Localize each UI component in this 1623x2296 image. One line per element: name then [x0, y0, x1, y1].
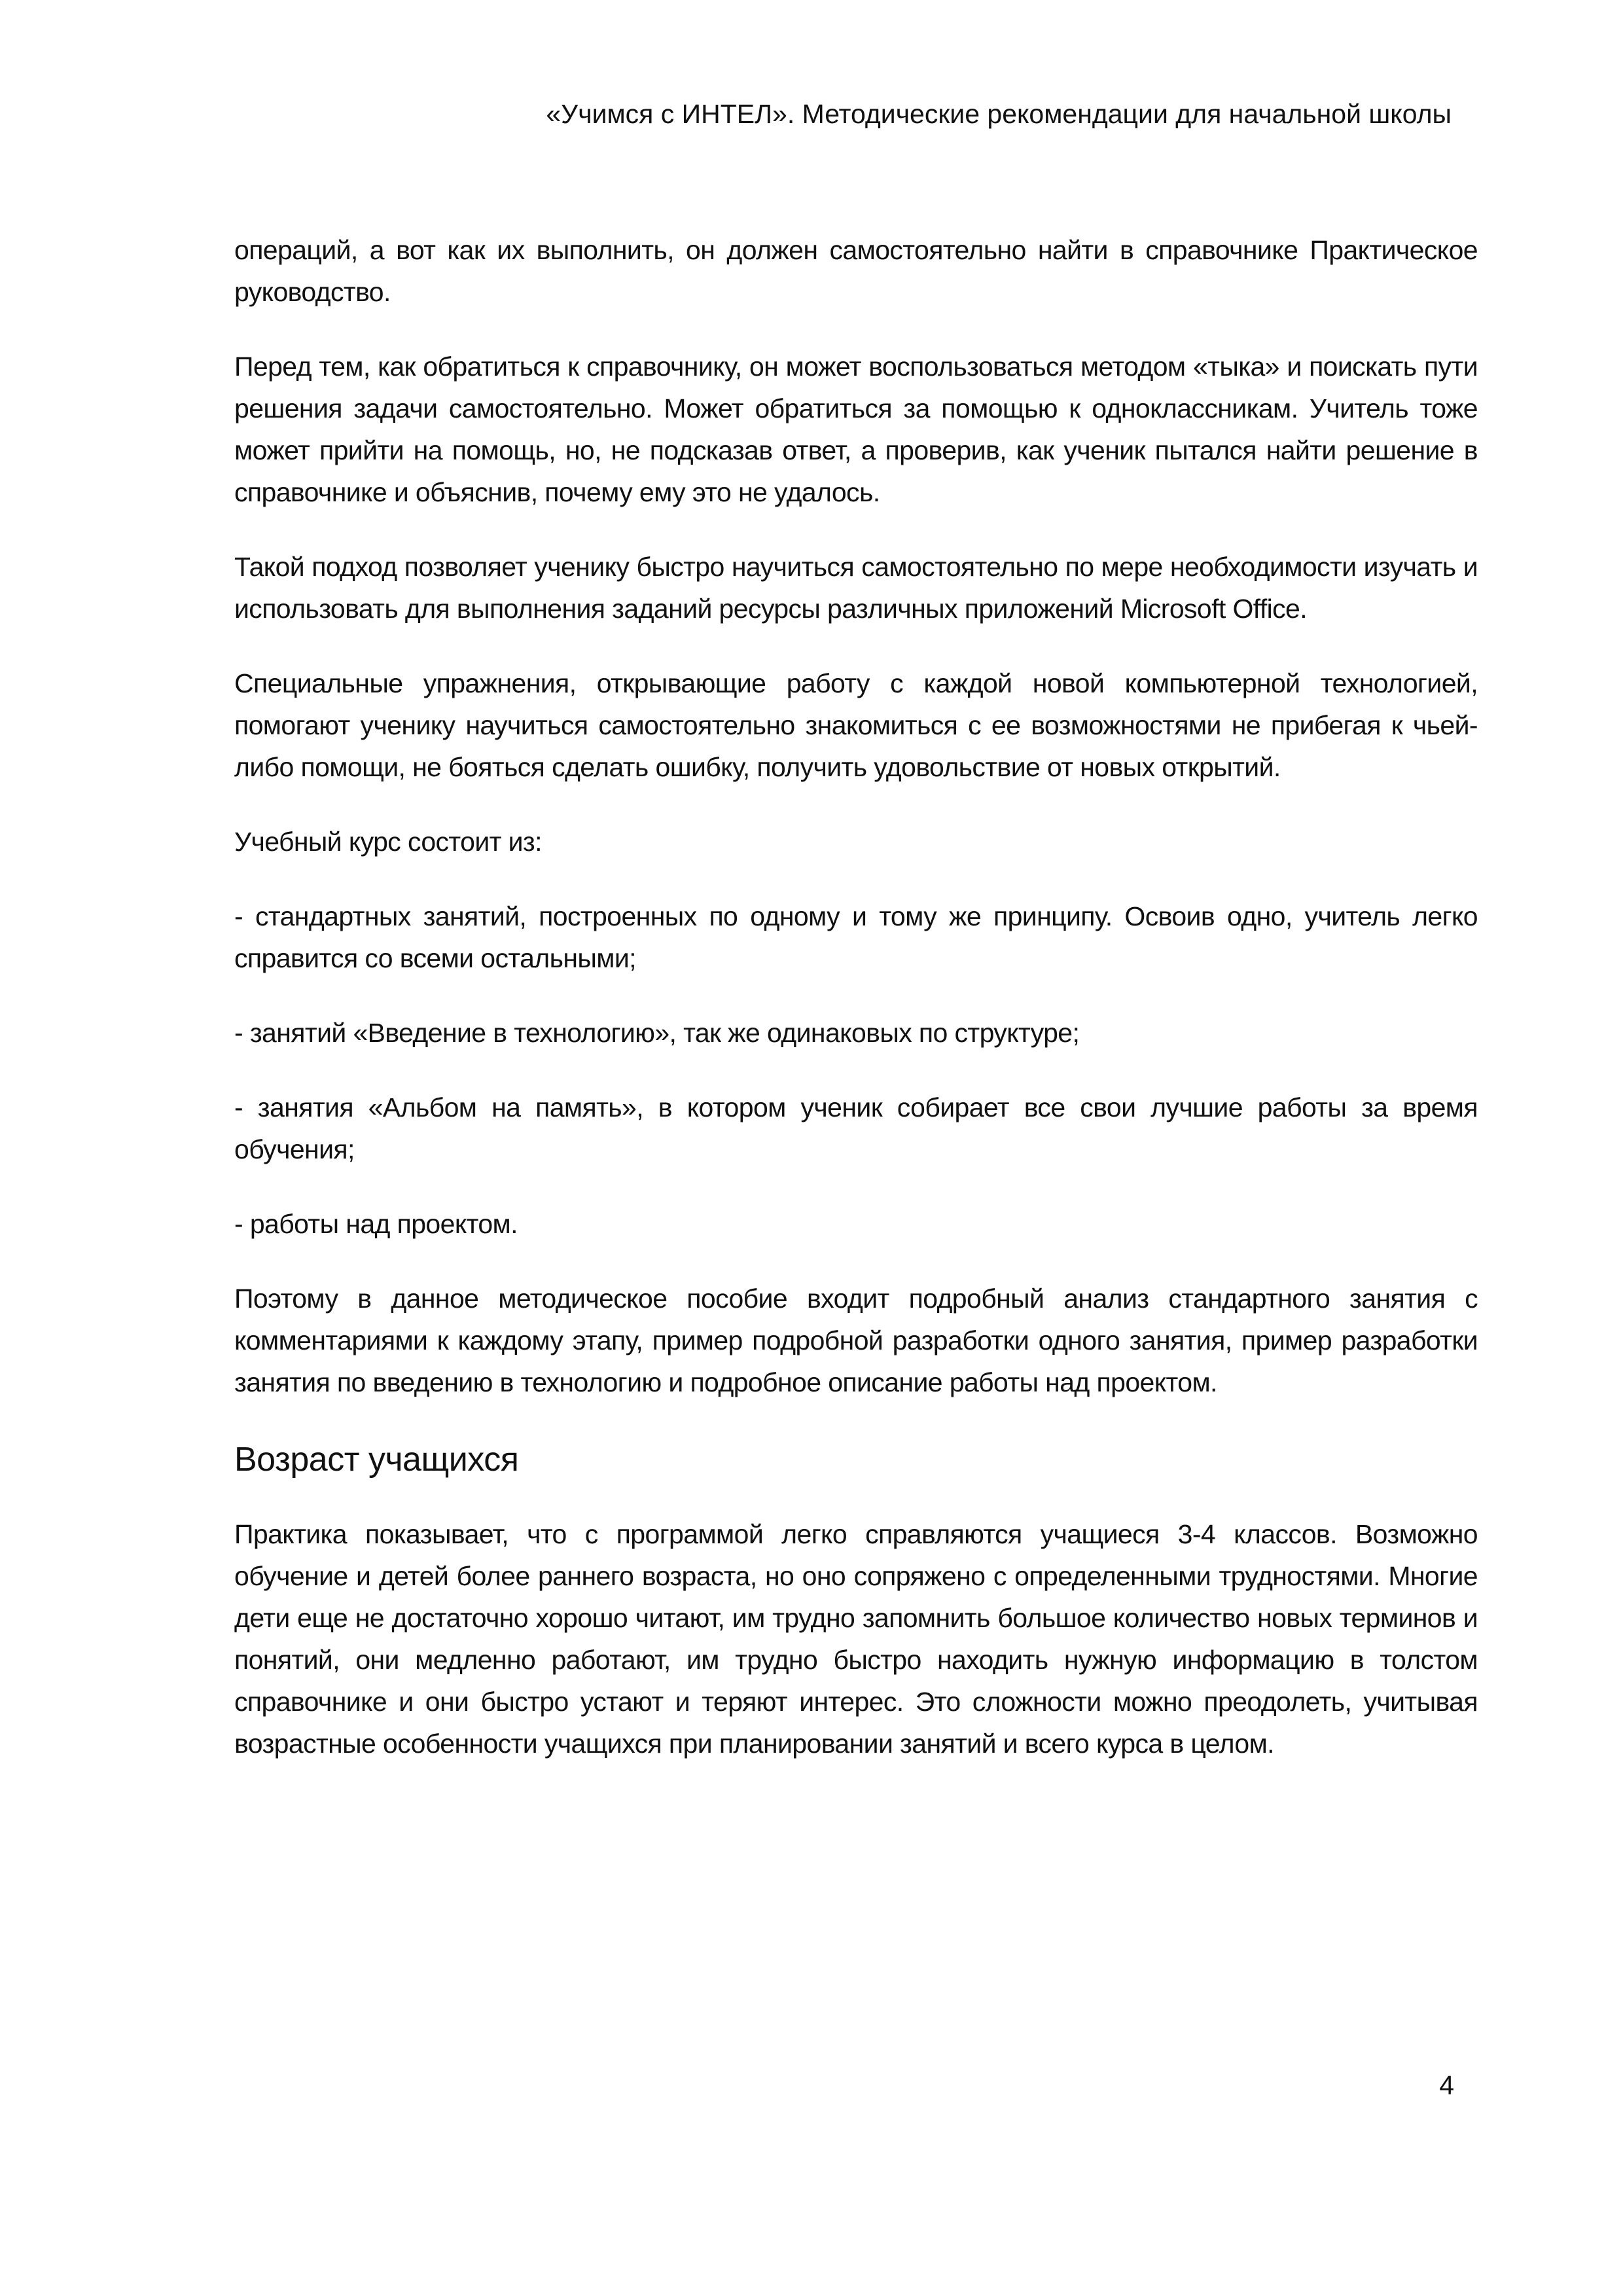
- list-item: - работы над проектом.: [234, 1209, 518, 1239]
- list-item: - занятий «Введение в технологию», так же одинаковых по структуре;: [234, 1018, 1080, 1048]
- paragraph: Перед тем, как обратиться к справочнику, он может воспользоваться методом «тыка» и поискать пути решения задачи самостоятельно. Может обратиться за помощью к одноклассникам. Учитель тоже может прийти на помощь, но, не подсказав ответ, а проверив, как ученик пытался найти решение в справочнике и объяснив, почему ему это не удалось.: [234, 351, 1478, 507]
- section-heading: Возраст учащихся: [234, 1441, 519, 1479]
- list-item: - стандартных занятий, построенных по одному и тому же принципу. Освоив одно, учитель легко справится со всеми остальными;: [234, 901, 1478, 973]
- list-item: - занятия «Альбом на память», в котором ученик собирает все свои лучшие работы за время обучения;: [234, 1092, 1478, 1164]
- paragraph: Такой подход позволяет ученику быстро научиться самостоятельно по мере необходимости изучать и использовать для выполнения заданий ресурсы различных приложений Microsoft Office.: [234, 552, 1478, 624]
- running-header: «Учимся с ИНТЕЛ». Методические рекомендации для начальной школы: [546, 99, 1452, 129]
- paragraph: Практика показывает, что с программой легко справляются учащиеся 3-4 классов. Возможно обучение и детей более раннего возраста, но оно сопряжено с определенными трудностями. Многие дети еще не достаточно хорошо читают, им трудно запомнить большое количество новых терминов и понятий, они медленно работают, им трудно быстро находить нужную информацию в толстом справочнике и они быстро устают и теряют интерес. Это сложности можно преодолеть, учитывая возрастные особенности учащихся при планировании занятий и всего курса в целом.: [234, 1519, 1478, 1759]
- paragraph: операций, а вот как их выполнить, он должен самостоятельно найти в справочнике Практическое руководство.: [234, 235, 1478, 307]
- page-number: 4: [1439, 2070, 1454, 2100]
- paragraph: Специальные упражнения, открывающие работу с каждой новой компьютерной технологией, помогают ученику научиться самостоятельно знакомиться с ее возможностями не прибегая к чьей- либо помощи, не бояться сделать ошибку, получить удовольствие от новых открытий.: [234, 668, 1478, 782]
- paragraph: Поэтому в данное методическое пособие входит подробный анализ стандартного занятия с комментариями к каждому этапу, пример подробной разработки одного занятия, пример разработки занятия по введению в технологию и подробное описание работы над проектом.: [234, 1283, 1478, 1397]
- paragraph: Учебный курс состоит из:: [234, 827, 542, 857]
- page-content: [234, 229, 1478, 1797]
